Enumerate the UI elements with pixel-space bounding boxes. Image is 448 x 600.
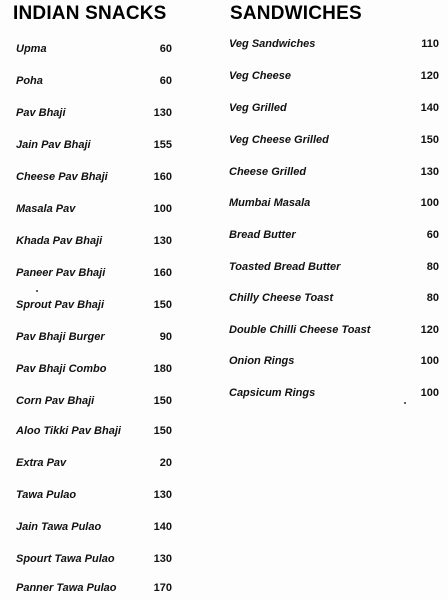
menu-item [16, 171, 178, 189]
item-name: Upma [16, 43, 47, 55]
menu-item [16, 139, 178, 157]
item-name: Chilly Cheese Toast [229, 292, 334, 304]
item-name: Veg Grilled [229, 102, 287, 114]
menu-item [16, 553, 178, 571]
item-name: Cheese Pav Bhaji [16, 171, 108, 183]
item-name: Spourt Tawa Pulao [16, 553, 115, 565]
print-speck [404, 402, 406, 404]
item-name: Panner Tawa Pulao [16, 582, 117, 594]
item-price: 150 [153, 425, 172, 437]
menu-item [229, 166, 439, 184]
item-name: Pav Bhaji Combo [16, 363, 107, 375]
menu-item [16, 395, 178, 413]
item-name: Poha [16, 75, 43, 87]
item-price: 130 [153, 235, 172, 247]
item-price: 160 [153, 171, 172, 183]
item-price: 150 [153, 395, 172, 407]
item-name: Onion Rings [229, 355, 295, 367]
menu-item [229, 387, 439, 405]
menu-item [16, 457, 178, 475]
item-price: 130 [153, 489, 172, 501]
item-name: Sprout Pav Bhaji [16, 299, 105, 311]
item-price: 140 [420, 102, 439, 114]
item-price: 20 [159, 457, 172, 469]
menu-item [16, 203, 178, 221]
item-name: Corn Pav Bhaji [16, 395, 95, 407]
item-name: Toasted Bread Butter [229, 261, 341, 273]
menu-item [229, 324, 439, 342]
item-name: Masala Pav [16, 203, 76, 215]
item-name: Veg Cheese [229, 70, 291, 82]
menu-item [16, 425, 178, 443]
item-price: 100 [153, 203, 172, 215]
menu-item [16, 267, 178, 285]
item-name: Paneer Pav Bhaji [16, 267, 106, 279]
item-price: 100 [420, 387, 439, 399]
item-price: 120 [420, 70, 439, 82]
menu-item [229, 261, 439, 279]
menu-item [16, 489, 178, 507]
item-price: 60 [159, 43, 172, 55]
menu-item [229, 229, 439, 247]
item-name: Veg Cheese Grilled [229, 134, 329, 146]
item-name: Cheese Grilled [229, 166, 307, 178]
item-price: 150 [153, 299, 172, 311]
menu-item [16, 107, 178, 125]
item-price: 100 [420, 197, 439, 209]
menu-item [16, 43, 178, 61]
item-name: Bread Butter [229, 229, 296, 241]
menu-item [16, 363, 178, 381]
item-name: Aloo Tikki Pav Bhaji [16, 425, 121, 437]
item-name: Pav Bhaji Burger [16, 331, 105, 343]
print-speck [36, 290, 38, 292]
item-name: Tawa Pulao [16, 489, 77, 501]
item-price: 60 [159, 75, 172, 87]
item-price: 130 [153, 553, 172, 565]
item-price: 90 [159, 331, 172, 343]
item-price: 120 [420, 324, 439, 336]
item-name: Mumbai Masala [229, 197, 311, 209]
item-price: 60 [426, 229, 439, 241]
item-price: 130 [420, 166, 439, 178]
item-name: Veg Sandwiches [229, 38, 316, 50]
item-name: Double Chilli Cheese Toast [229, 324, 371, 336]
item-price: 180 [153, 363, 172, 375]
menu-item [16, 299, 178, 317]
menu-item [229, 38, 439, 56]
item-name: Khada Pav Bhaji [16, 235, 103, 247]
menu-item [16, 521, 178, 539]
menu-item [229, 134, 439, 152]
menu-item [229, 197, 439, 215]
item-name: Pav Bhaji [16, 107, 66, 119]
menu-item [16, 582, 178, 600]
section-heading-sandwiches: SANDWICHES [230, 3, 362, 24]
menu-item [229, 292, 439, 310]
item-price: 130 [153, 107, 172, 119]
item-price: 80 [426, 292, 439, 304]
item-price: 110 [421, 38, 439, 50]
item-name: Jain Pav Bhaji [16, 139, 91, 151]
menu-item [16, 235, 178, 253]
menu-item [229, 102, 439, 120]
item-price: 155 [153, 139, 172, 151]
menu-item [229, 70, 439, 88]
item-name: Extra Pav [16, 457, 67, 469]
section-heading-indian-snacks: INDIAN SNACKS [13, 3, 167, 24]
item-price: 150 [420, 134, 439, 146]
item-name: Jain Tawa Pulao [16, 521, 102, 533]
item-price: 80 [426, 261, 439, 273]
item-price: 100 [420, 355, 439, 367]
item-price: 160 [153, 267, 172, 279]
menu-item [16, 331, 178, 349]
item-name: Capsicum Rings [229, 387, 316, 399]
menu-item [229, 355, 439, 373]
menu-item [16, 75, 178, 93]
item-price: 140 [153, 521, 172, 533]
item-price: 170 [153, 582, 172, 594]
